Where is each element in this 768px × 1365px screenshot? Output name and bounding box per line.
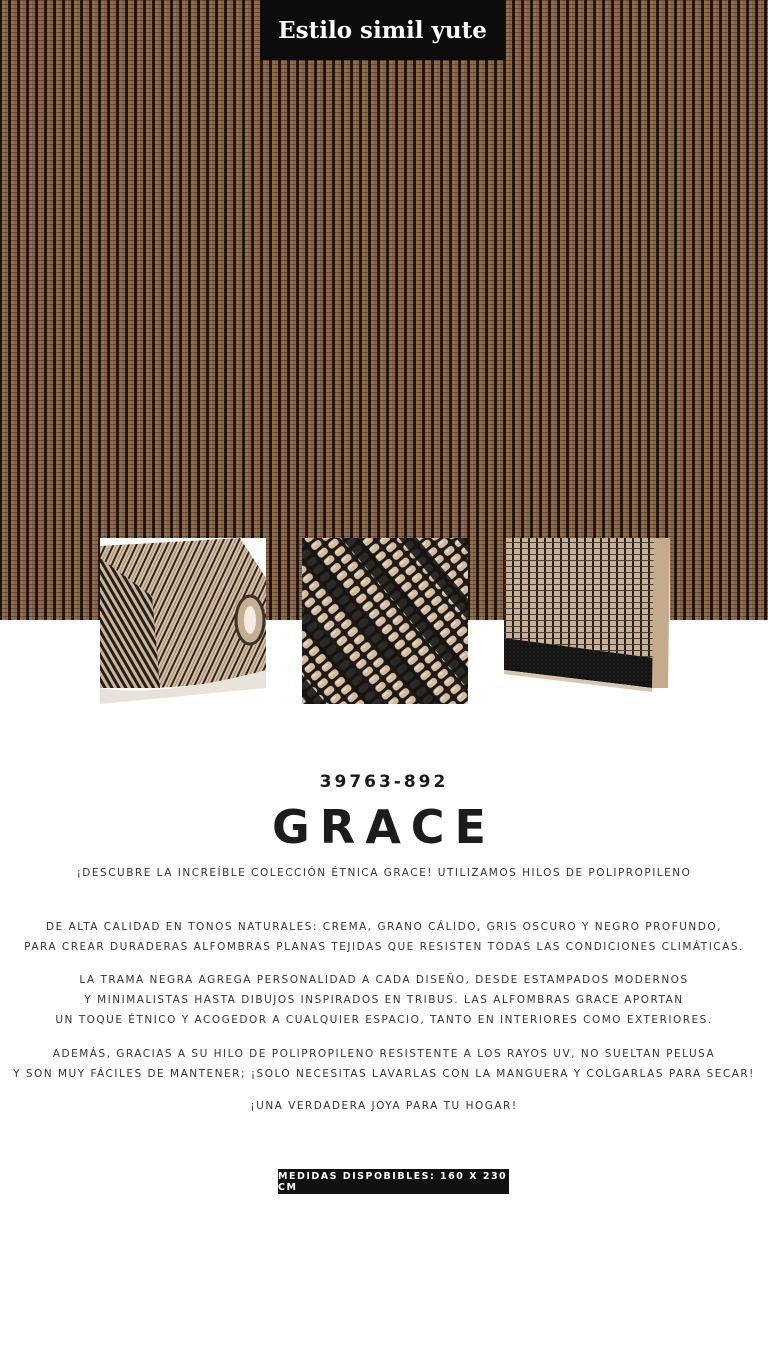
- page-title: Estilo simil yute: [278, 16, 487, 44]
- text-line: LA TRAMA NEGRA AGREGA PERSONALIDAD A CADA DISEÑO, DESDE ESTAMPADOS MODERNOS: [79, 974, 689, 986]
- description-intro: [0, 863, 768, 883]
- product-code: 39763-892: [319, 772, 449, 792]
- sizes-badge: [278, 1169, 509, 1194]
- thumbnail-weave-closeup: [302, 538, 468, 704]
- description-paragraph-1: [0, 917, 768, 957]
- text-line: Y MINIMALISTAS HASTA DIBUJOS INSPIRADOS EN TRIBUS. LAS ALFOMBRAS GRACE APORTAN: [84, 994, 684, 1006]
- thumbnail-rug-edge: [504, 538, 670, 704]
- text-line: ¡UNA VERDADERA JOYA PARA TU HOGAR!: [250, 1100, 518, 1112]
- description-closing: [0, 1096, 768, 1116]
- page-title-banner: [260, 0, 505, 60]
- sizes-badge-label: MEDIDAS DISPOBIBLES: 160 X 230 CM: [278, 1170, 508, 1193]
- hero-rug-texture-image: [0, 0, 768, 620]
- text-line: PARA CREAR DURADERAS ALFOMBRAS PLANAS TEJIDAS QUE RESISTEN TODAS LAS CONDICIONES CLIMÁTICAS.: [24, 941, 744, 953]
- description-paragraph-2: [0, 970, 768, 1030]
- product-name: GRACE: [272, 800, 496, 854]
- text-line: UN TOQUE ÉTNICO Y ACOGEDOR A CUALQUIER ESPACIO, TANTO EN INTERIORES COMO EXTERIORES.: [55, 1014, 713, 1026]
- thumbnail-rolled-corner: [100, 538, 266, 704]
- text-line: ADEMÁS, GRACIAS A SU HILO DE POLIPROPILENO RESISTENTE A LOS RAYOS UV, NO SUELTAN PELUSA: [52, 1048, 716, 1060]
- text-line: DE ALTA CALIDAD EN TONOS NATURALES: CREMA, GRANO CÁLIDO, GRIS OSCURO Y NEGRO PROFUNDO,: [46, 921, 722, 933]
- description-paragraph-3: [0, 1044, 768, 1084]
- text-line: ¡DESCUBRE LA INCREÍBLE COLECCIÓN ÉTNICA GRACE! UTILIZAMOS HILOS DE POLIPROPILENO: [76, 867, 692, 879]
- text-line: Y SON MUY FÁCILES DE MANTENER; ¡SOLO NECESITAS LAVARLAS CON LA MANGUERA Y COLGARLAS PARA SECAR!: [13, 1068, 755, 1080]
